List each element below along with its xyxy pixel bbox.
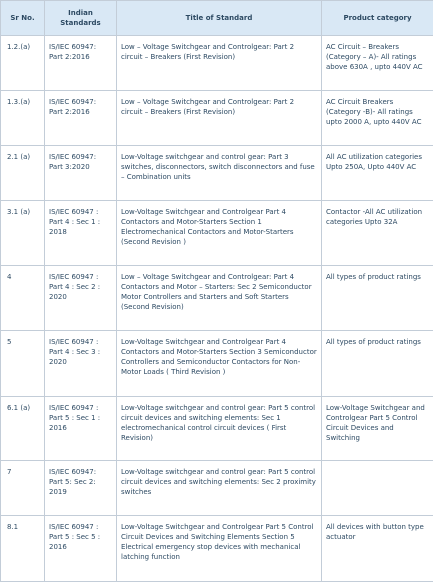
sr-no-cell: 1.2.(a): [1, 36, 45, 91]
standard-cell: IS/IEC 60947 : Part 5 : Sec 5 : 2016: [45, 516, 117, 582]
standard-cell: IS/IEC 60947: Part 5: Sec 2: 2019: [45, 461, 117, 516]
title-cell: Low-Voltage Switchgear and Controlgear Part 4 Contactors and Motor-Starters Section 1 Electromechanical Contactors and Motor-Starters (Second Revision ): [117, 201, 322, 266]
header-product-category: Product category: [322, 1, 433, 36]
standard-cell: IS/IEC 60947 : Part 4 : Sec 3 : 2020: [45, 331, 117, 397]
table-row: [1, 516, 433, 582]
title-cell: Low-Voltage switchgear and control gear: Part 5 control circuit devices and switching elements: Sec 2 proximity switches: [117, 461, 322, 516]
table-row: [1, 146, 433, 201]
title-cell: Low-Voltage Switchgear and Controlgear Part 4 Contactors and Motor-Starters Section 3 Semiconductor Controllers and Semiconductor Contactors for Non-Motor Loads ( Third Revision ): [117, 331, 322, 397]
header-row: [1, 1, 433, 36]
title-cell: Low – Voltage Switchgear and Controlgear: Part 2 circuit – Breakers (First Revision): [117, 36, 322, 91]
category-cell: [322, 461, 433, 516]
sr-no-cell: 8.1: [1, 516, 45, 582]
header-sr-no: Sr No.: [1, 1, 45, 36]
table-row: [1, 91, 433, 146]
sr-no-cell: 6.1 (a): [1, 397, 45, 461]
sr-no-cell: 5: [1, 331, 45, 397]
sr-no-cell: 4: [1, 266, 45, 331]
title-cell: Low – Voltage Switchgear and Controlgear: Part 2 circuit – Breakers (First Revision): [117, 91, 322, 146]
table-row: [1, 266, 433, 331]
title-cell: Low-Voltage Switchgear and Controlgear Part 5 Control Circuit Devices and Switching Elements Section 5 Electrical emergency stop devices with mechanical latching function: [117, 516, 322, 582]
table-row: [1, 461, 433, 516]
standard-cell: IS/IEC 60947: Part 2:2016: [45, 91, 117, 146]
header-indian-standards: Indian Standards: [45, 1, 117, 36]
sr-no-cell: 1.3.(a): [1, 91, 45, 146]
category-cell: Low-Voltage Switchgear and Controlgear Part 5 Control Circuit Devices and Switching: [322, 397, 433, 461]
category-cell: Contactor -All AC utilization categories Upto 32A: [322, 201, 433, 266]
category-cell: All types of product ratings: [322, 266, 433, 331]
category-cell: AC Circuit – Breakers (Category – A)- All ratings above 630A , upto 440V AC: [322, 36, 433, 91]
header-title-of-standard: Title of Standard: [117, 1, 322, 36]
table-row: [1, 331, 433, 397]
table-row: [1, 201, 433, 266]
standard-cell: IS/IEC 60947 : Part 5 : Sec 1 : 2016: [45, 397, 117, 461]
standard-cell: IS/IEC 60947 : Part 4 : Sec 1 : 2018: [45, 201, 117, 266]
standard-cell: IS/IEC 60947: Part 3:2020: [45, 146, 117, 201]
title-cell: Low – Voltage Switchgear and Controlgear: Part 4 Contactors and Motor – Starters: Sec 2 Semiconductor Motor Controllers and Starters and Soft Starters (Second Revision): [117, 266, 322, 331]
title-cell: Low-Voltage switchgear and control gear: Part 5 control circuit devices and switching elements: Sec 1 electromechanical control circuit devices ( First Revision): [117, 397, 322, 461]
standard-cell: IS/IEC 60947 : Part 4 : Sec 2 : 2020: [45, 266, 117, 331]
category-cell: All types of product ratings: [322, 331, 433, 397]
category-cell: AC Circuit Breakers (Category -B)- All ratings upto 2000 A, upto 440V AC: [322, 91, 433, 146]
category-cell: All AC utilization categories Upto 250A, Upto 440V AC: [322, 146, 433, 201]
table-row: [1, 36, 433, 91]
standard-cell: IS/IEC 60947: Part 2:2016: [45, 36, 117, 91]
sr-no-cell: 7: [1, 461, 45, 516]
sr-no-cell: 2.1 (a): [1, 146, 45, 201]
sr-no-cell: 3.1 (a): [1, 201, 45, 266]
category-cell: All devices with button type actuator: [322, 516, 433, 582]
title-cell: Low-Voltage switchgear and control gear: Part 3 switches, disconnectors, switch disconnectors and fuse – Combination units: [117, 146, 322, 201]
table-row: [1, 397, 433, 461]
